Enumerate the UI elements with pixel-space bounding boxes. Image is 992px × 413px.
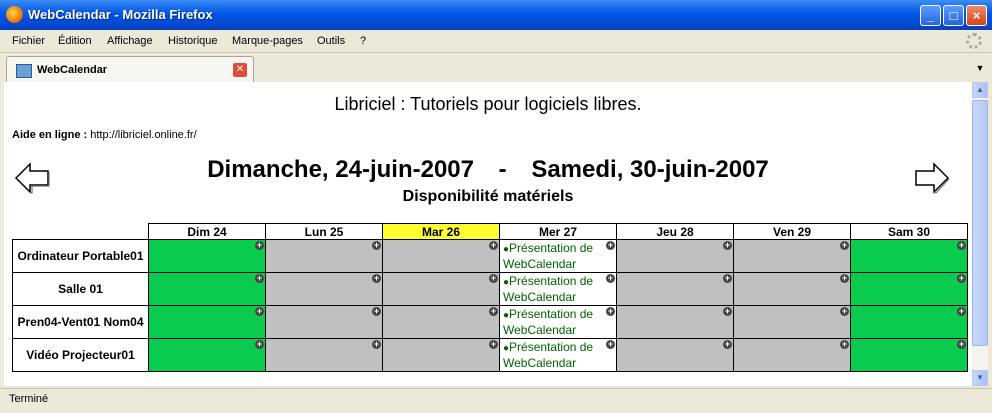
plus-icon[interactable]: + xyxy=(373,306,380,316)
date-range xyxy=(4,156,972,184)
plus-icon[interactable]: + xyxy=(490,306,497,316)
list-all-tabs-button[interactable]: ▼ xyxy=(975,63,985,73)
event-text: Présentation de WebCalendar xyxy=(503,274,594,304)
window-title: WebCalendar - Mozilla Firefox xyxy=(28,7,213,22)
free-cell[interactable] xyxy=(851,273,968,306)
header-row xyxy=(13,224,968,240)
free-cell[interactable] xyxy=(149,339,266,372)
tab-close-icon[interactable]: ✕ xyxy=(233,63,247,77)
plus-icon[interactable]: + xyxy=(841,339,848,349)
event-text: Présentation de WebCalendar xyxy=(503,340,594,370)
plus-icon[interactable]: + xyxy=(841,273,848,283)
day-header[interactable]: Ven 29 xyxy=(734,224,851,240)
busy-cell[interactable] xyxy=(383,273,500,306)
busy-cell[interactable] xyxy=(383,240,500,273)
help-url[interactable]: http://libriciel.online.fr/ xyxy=(90,129,197,141)
title-bar xyxy=(0,0,992,30)
vertical-scrollbar[interactable] xyxy=(972,82,988,386)
plus-icon[interactable]: + xyxy=(256,339,263,349)
event-link[interactable] xyxy=(503,340,616,371)
resource-row xyxy=(13,240,968,273)
plus-icon[interactable]: + xyxy=(958,339,965,349)
scroll-thumb[interactable] xyxy=(972,100,988,346)
event-cell[interactable] xyxy=(500,240,617,273)
free-cell[interactable] xyxy=(851,306,968,339)
event-link[interactable] xyxy=(503,241,616,272)
plus-icon[interactable]: + xyxy=(724,306,731,316)
event-cell[interactable] xyxy=(500,339,617,372)
scroll-down-icon[interactable]: ▼ xyxy=(972,370,988,386)
date-start: Dimanche, 24-juin-2007 xyxy=(207,156,474,183)
bullet-icon: ● xyxy=(503,244,510,255)
help-label: Aide en ligne : xyxy=(12,129,88,141)
bullet-icon: ● xyxy=(503,277,510,288)
plus-icon[interactable]: + xyxy=(724,273,731,283)
menu-help[interactable]: ? xyxy=(360,35,367,47)
plus-icon[interactable]: + xyxy=(607,273,614,283)
day-header[interactable]: Lun 25 xyxy=(266,224,383,240)
bullet-icon: ● xyxy=(503,310,510,321)
resource-row xyxy=(13,339,968,372)
close-button[interactable]: × xyxy=(966,5,987,26)
date-end: Samedi, 30-juin-2007 xyxy=(531,156,769,183)
busy-cell[interactable] xyxy=(734,339,851,372)
page-icon xyxy=(16,64,32,78)
plus-icon[interactable]: + xyxy=(958,240,965,250)
event-text: Présentation de WebCalendar xyxy=(503,241,594,271)
throbber-icon xyxy=(966,33,982,49)
plus-icon[interactable]: + xyxy=(841,306,848,316)
site-title: Libriciel : Tutoriels pour logiciels libres. xyxy=(334,94,642,114)
tab-webcalendar[interactable] xyxy=(6,56,254,83)
busy-cell[interactable] xyxy=(617,273,734,306)
busy-cell[interactable] xyxy=(266,273,383,306)
menu-outils[interactable]: Outils xyxy=(317,35,346,47)
event-cell[interactable] xyxy=(500,306,617,339)
plus-icon[interactable]: + xyxy=(958,306,965,316)
bullet-icon: ● xyxy=(503,343,510,354)
busy-cell[interactable] xyxy=(617,306,734,339)
resource-label: Salle 01 xyxy=(13,273,149,306)
page-content xyxy=(4,82,972,386)
resource-label: Ordinateur Portable01 xyxy=(13,240,149,273)
plus-icon[interactable]: + xyxy=(607,306,614,316)
plus-icon[interactable]: + xyxy=(490,240,497,250)
minimize-button[interactable]: _ xyxy=(920,5,941,26)
plus-icon[interactable]: + xyxy=(607,339,614,349)
status-bar xyxy=(0,388,992,413)
free-cell[interactable] xyxy=(851,339,968,372)
free-cell[interactable] xyxy=(149,240,266,273)
plus-icon[interactable]: + xyxy=(256,273,263,283)
corner-cell xyxy=(13,224,149,240)
event-cell[interactable] xyxy=(500,273,617,306)
availability-grid xyxy=(12,223,968,372)
firefox-icon xyxy=(6,6,23,23)
event-text: Présentation de WebCalendar xyxy=(503,307,594,337)
tab-label: WebCalendar xyxy=(37,64,108,76)
busy-cell[interactable] xyxy=(617,339,734,372)
busy-cell[interactable] xyxy=(734,273,851,306)
busy-cell[interactable] xyxy=(383,306,500,339)
plus-icon[interactable]: + xyxy=(724,339,731,349)
resource-label: Pren04-Vent01 Nom04 xyxy=(13,306,149,339)
day-header-today[interactable]: Mar 26 xyxy=(383,224,500,240)
busy-cell[interactable] xyxy=(266,339,383,372)
scroll-up-icon[interactable]: ▲ xyxy=(972,82,988,98)
plus-icon[interactable]: + xyxy=(841,240,848,250)
busy-cell[interactable] xyxy=(734,240,851,273)
help-line xyxy=(12,129,197,141)
resource-label: Vidéo Projecteur01 xyxy=(13,339,149,372)
plus-icon[interactable]: + xyxy=(256,240,263,250)
plus-icon[interactable]: + xyxy=(607,240,614,250)
day-header[interactable]: Mer 27 xyxy=(500,224,617,240)
plus-icon[interactable]: + xyxy=(958,273,965,283)
date-separator: - xyxy=(498,156,507,183)
day-header[interactable]: Jeu 28 xyxy=(617,224,734,240)
menu-marque-pages[interactable]: Marque-pages xyxy=(232,35,303,47)
free-cell[interactable] xyxy=(149,273,266,306)
day-header[interactable]: Dim 24 xyxy=(149,224,266,240)
busy-cell[interactable] xyxy=(383,339,500,372)
busy-cell[interactable] xyxy=(617,240,734,273)
menu-fichier[interactable]: Fichier xyxy=(12,35,46,47)
grid-body xyxy=(13,240,968,372)
plus-icon[interactable]: + xyxy=(256,306,263,316)
busy-cell[interactable] xyxy=(266,240,383,273)
day-header[interactable]: Sam 30 xyxy=(851,224,968,240)
busy-cell[interactable] xyxy=(266,306,383,339)
menu-historique[interactable]: Historique xyxy=(168,35,218,47)
menu-bar xyxy=(0,30,992,52)
plus-icon[interactable]: + xyxy=(724,240,731,250)
plus-icon[interactable]: + xyxy=(373,339,380,349)
resource-row xyxy=(13,306,968,339)
event-link[interactable] xyxy=(503,274,616,305)
plus-icon[interactable]: + xyxy=(490,273,497,283)
event-link[interactable] xyxy=(503,307,616,338)
menu-edition[interactable]: Édition xyxy=(58,35,92,47)
resource-row xyxy=(13,273,968,306)
free-cell[interactable] xyxy=(149,306,266,339)
plus-icon[interactable]: + xyxy=(373,273,380,283)
tab-bar xyxy=(0,52,992,82)
plus-icon[interactable]: + xyxy=(490,339,497,349)
free-cell[interactable] xyxy=(851,240,968,273)
busy-cell[interactable] xyxy=(734,306,851,339)
menu-affichage[interactable]: Affichage xyxy=(107,35,153,47)
page-subtitle: Disponibilité matériels xyxy=(402,188,574,205)
plus-icon[interactable]: + xyxy=(373,240,380,250)
maximize-button[interactable]: □ xyxy=(943,5,964,26)
status-text: Terminé xyxy=(9,393,49,405)
